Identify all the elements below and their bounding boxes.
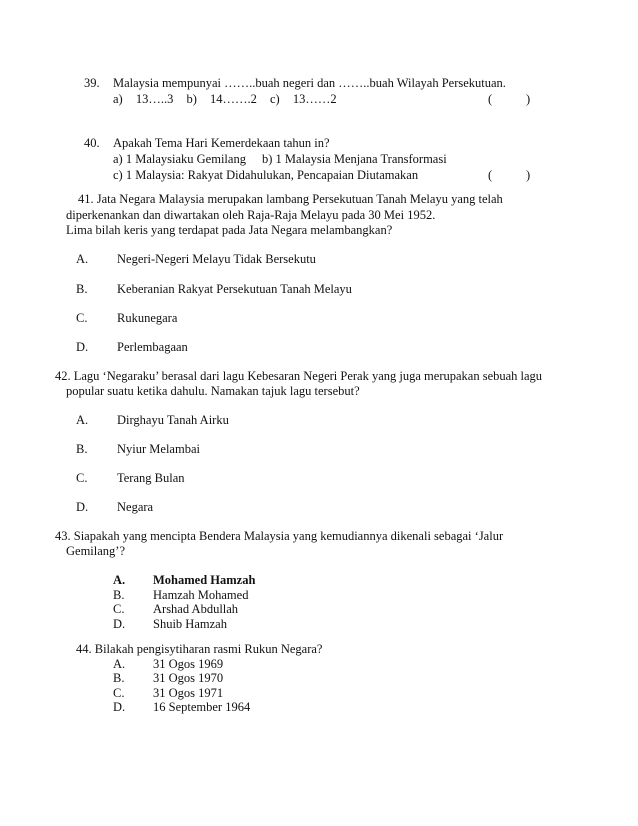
option-a: a) 1 Malaysiaku Gemilang xyxy=(113,152,246,166)
question-text-line: 42. Lagu ‘Negaraku’ berasal dari lagu Kebesaran Negeri Perak yang juga merupakan sebuah lagu xyxy=(55,369,543,383)
option-letter: B. xyxy=(76,442,88,456)
option-text: 16 September 1964 xyxy=(153,700,251,714)
question-text: Apakah Tema Hari Kemerdekaan tahun in? xyxy=(113,136,330,150)
option-text: Rukunegara xyxy=(117,311,178,325)
option-letter: A. xyxy=(76,413,89,427)
question-text-line: popular suatu ketika dahulu. Namakan tajuk lagu tersebut? xyxy=(66,384,360,398)
question-text-line: 44. Bilakah pengisytiharan rasmi Rukun Negara? xyxy=(76,642,323,656)
option-letter: D. xyxy=(76,340,89,354)
option-text: Perlembagaan xyxy=(117,340,188,354)
option-b: b) 1 Malaysia Menjana Transformasi xyxy=(262,152,447,166)
question-number: 39. xyxy=(84,76,100,90)
question-text-line: 43. Siapakah yang mencipta Bendera Malaysia yang kemudiannya dikenali sebagai ‘Jalur xyxy=(55,529,504,543)
option-letter: C. xyxy=(76,311,88,325)
option-letter: D. xyxy=(76,500,89,514)
option-letter: D. xyxy=(113,617,126,631)
option-text: 31 Ogos 1969 xyxy=(153,657,224,671)
question-options: a) 13…..3 b) 14…….2 c) 13……2 xyxy=(113,92,337,106)
option-letter: C. xyxy=(76,471,88,485)
question-text-line: Gemilang’? xyxy=(66,544,126,558)
option-c: c) 1 Malaysia: Rakyat Didahulukan, Pencapaian Diutamakan xyxy=(113,168,419,182)
answer-bracket-close: ) xyxy=(526,168,531,182)
question-text-line: 41. Jata Negara Malaysia merupakan lambang Persekutuan Tanah Melayu yang telah xyxy=(78,192,503,206)
answer-bracket-open: ( xyxy=(488,92,493,106)
option-text: Negeri-Negeri Melayu Tidak Bersekutu xyxy=(117,252,316,266)
option-text: Mohamed Hamzah xyxy=(153,573,256,587)
answer-bracket-close: ) xyxy=(526,92,531,106)
option-letter: B. xyxy=(113,588,125,602)
question-number: 40. xyxy=(84,136,100,150)
option-letter: B. xyxy=(76,282,88,296)
option-text: Terang Bulan xyxy=(117,471,185,485)
option-text: 31 Ogos 1970 xyxy=(153,671,224,685)
option-letter: A. xyxy=(76,252,89,266)
option-letter: A. xyxy=(113,657,126,671)
option-text: Keberanian Rakyat Persekutuan Tanah Melayu xyxy=(117,282,352,296)
option-letter: A. xyxy=(113,573,126,587)
question-text: Malaysia mempunyai ……..buah negeri dan ……..buah Wilayah Persekutuan. xyxy=(113,76,506,90)
option-text: Negara xyxy=(117,500,154,514)
option-letter: C. xyxy=(113,602,125,616)
option-letter: B. xyxy=(113,671,125,685)
question-text-line: Lima bilah keris yang terdapat pada Jata Negara melambangkan? xyxy=(66,223,393,237)
option-text: Hamzah Mohamed xyxy=(153,588,249,602)
option-text: Arshad Abdullah xyxy=(153,602,239,616)
option-text: 31 Ogos 1971 xyxy=(153,686,224,700)
question-text-line: diperkenankan dan diwartakan oleh Raja-Raja Melayu pada 30 Mei 1952. xyxy=(66,208,436,222)
answer-bracket-open: ( xyxy=(488,168,493,182)
option-letter: D. xyxy=(113,700,126,714)
option-text: Nyiur Melambai xyxy=(117,442,200,456)
option-text: Shuib Hamzah xyxy=(153,617,227,631)
option-text: Dirghayu Tanah Airku xyxy=(117,413,229,427)
option-letter: C. xyxy=(113,686,125,700)
